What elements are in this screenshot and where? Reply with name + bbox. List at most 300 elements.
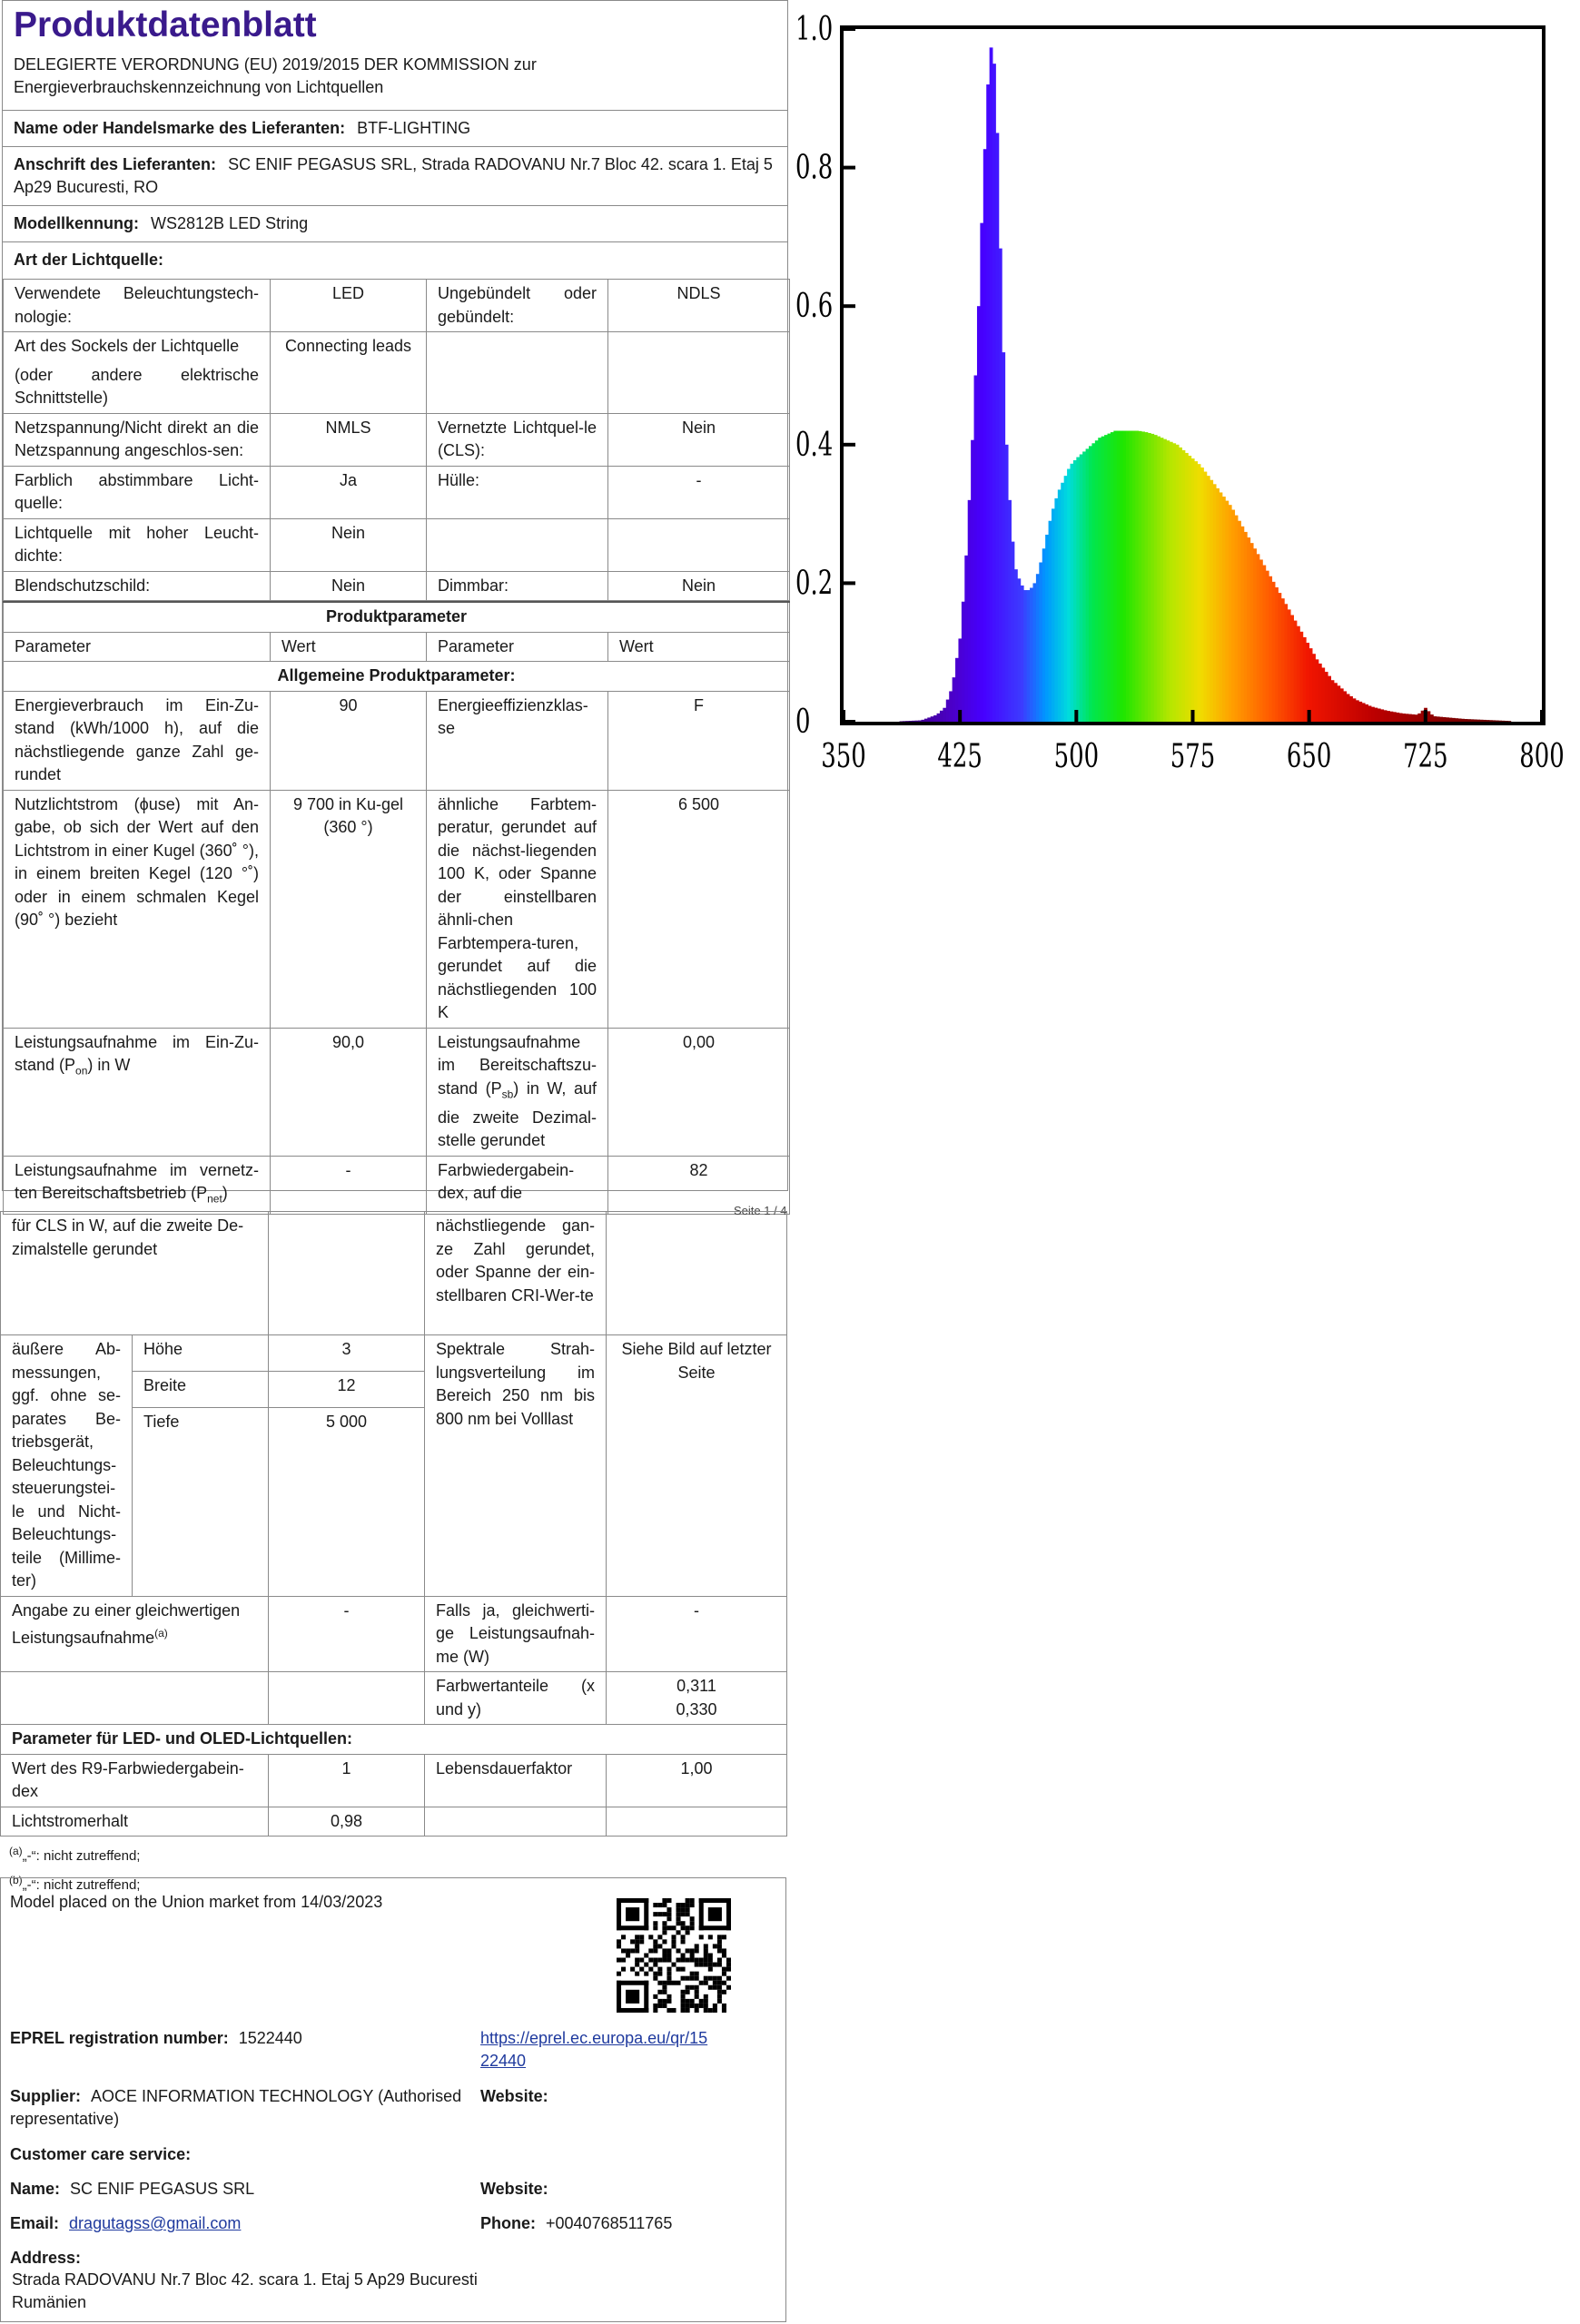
tunable-label: Farblich abstimmbare Licht-quelle: [4, 466, 271, 518]
empty-cell [607, 1807, 787, 1837]
lumen-maintenance-label: Lichtstromerhalt [1, 1807, 269, 1837]
spectrum-bar [1306, 643, 1309, 722]
spectrum-bar [1406, 714, 1409, 722]
spectrum-bar [995, 133, 999, 722]
standby-power-label: Leistungsaufnahme im Bereitschaftszu-stand $(P_{sb})$ in W, auf die zweite Dezimal-stelle gerundet [427, 1028, 608, 1156]
spectrum-bar [1465, 719, 1468, 722]
column-header-parameter: Parameter [4, 632, 271, 662]
spectrum-bar [990, 47, 993, 722]
cls-value: Nein [608, 413, 790, 466]
spectrum-bar [1411, 714, 1415, 722]
spd-value: Siehe Bild auf letzter Seite [607, 1335, 787, 1597]
table-row [4, 1028, 790, 1156]
table-row [4, 332, 790, 414]
table-row [4, 602, 790, 632]
spectrum-bar [1253, 548, 1257, 722]
spectrum-bar [1148, 433, 1151, 722]
depth-label: Tiefe [133, 1407, 269, 1596]
spectrum-bar [953, 677, 956, 722]
spectrum-bar [1250, 543, 1254, 722]
energy-consumption-value: 90 [271, 691, 427, 790]
spectrum-bar [909, 721, 913, 722]
spectrum-bar [1129, 431, 1132, 722]
page-number: Seite 1 / 4 [734, 1204, 787, 1217]
spectrum-bar [1080, 454, 1083, 722]
dimensions-label: äußere Ab-messungen, ggf. ohne se-parates Be-triebsgerät, Beleuchtungs-steuerungstei-le und Nicht-Beleuchtungs-teile (Millime-ter) [1, 1335, 133, 1597]
light-source-table [3, 279, 790, 601]
spectrum-bar [1145, 432, 1149, 722]
spectrum-bar [912, 721, 915, 722]
depth-value: 5 000 [269, 1407, 425, 1596]
page-title: Produktdatenblatt [14, 5, 317, 44]
spectrum-bar [1012, 542, 1015, 722]
spectrum-bar [1266, 571, 1269, 722]
spectrum-bar [1262, 566, 1266, 722]
cct-value: 6 500 [608, 790, 790, 1028]
spectrum-bar [1135, 431, 1139, 722]
spectrum-bar [1402, 714, 1406, 722]
spectrum-bar [999, 249, 1002, 722]
spectrum-bar [1210, 480, 1213, 722]
x-tick-label: 725 [1403, 737, 1448, 776]
model-label: Modellkennung: [14, 214, 139, 232]
spectrum-bar [1259, 559, 1263, 722]
spectrum-bar [918, 721, 922, 722]
spectrum-bar [1337, 685, 1340, 722]
spectrum-bar [1340, 688, 1344, 722]
spectrum-bar [1095, 440, 1099, 722]
spectrum-bar [1378, 709, 1381, 722]
x-tick-label: 500 [1053, 737, 1100, 776]
supplier-info: Supplier: AOCE INFORMATION TECHNOLOGY (Authorised representative) [10, 2087, 462, 2128]
envelope-value: - [608, 466, 790, 518]
glare-shield-label: Blendschutzschild: [4, 571, 271, 601]
spectrum-bar [933, 715, 937, 722]
care-phone: Phone: +0040768511765 [480, 2214, 673, 2232]
x-tick-label: 650 [1286, 737, 1332, 776]
care-address-label: Address: [10, 2249, 82, 2267]
spectrum-bar [1045, 535, 1049, 722]
lumen-maintenance-value: 0,98 [269, 1807, 425, 1837]
supplier-row [3, 110, 787, 146]
spectrum-bar [1054, 498, 1058, 722]
spectrum-bar [1430, 714, 1434, 722]
spectrum-bar [1091, 443, 1095, 722]
spectrum-bar [1272, 582, 1276, 722]
spectrum-bar [905, 721, 909, 722]
bundle-value: NDLS [608, 280, 790, 332]
equivalent-power-w-value: - [607, 1596, 787, 1672]
footnote-a: $^{(a)}$„-“: nicht zutreffend; [9, 1845, 141, 1864]
table-row [1, 1807, 787, 1837]
spectrum-bar [1393, 712, 1397, 722]
spectrum-bar [1194, 461, 1198, 722]
spectrum-bar [1312, 654, 1316, 722]
spectrum-bar [946, 700, 950, 722]
care-name: Name: SC ENIF PEGASUS SRL [10, 2180, 255, 2198]
spectrum-bar [1507, 721, 1511, 722]
spectrum-bar [1021, 586, 1024, 722]
spectrum-bar [1331, 680, 1335, 722]
spectrum-bar [1216, 488, 1220, 722]
standby-power-value: 0,00 [608, 1028, 790, 1156]
spectrum-bar [1334, 683, 1338, 722]
spectrum-bar [931, 716, 934, 722]
spectrum-bar [1461, 719, 1465, 722]
networked-standby-label: Leistungsaufnahme im vernetz-ten Bereitschaftsbetrieb $(P_{net})$ [4, 1156, 271, 1215]
spectrum-bar [915, 721, 919, 722]
spectrum-bar [900, 721, 904, 722]
spectrum-bar [1294, 621, 1298, 722]
spectrum-bar [1448, 718, 1452, 722]
empty-cell [425, 1807, 607, 1837]
model-row [3, 205, 787, 241]
spectrum-bar [1489, 720, 1493, 722]
spectrum-bar [1073, 460, 1077, 722]
spectrum-bar [986, 84, 990, 722]
datasheet-page-1 [2, 0, 788, 1206]
x-tick-label: 350 [821, 737, 866, 776]
spectrum-bar [1058, 489, 1062, 722]
spectrum-bar [1446, 717, 1449, 722]
survival-factor-label: Lebensdauerfaktor [425, 1754, 607, 1807]
spectrum-bar [1089, 446, 1092, 722]
spectrum-bar [1132, 431, 1136, 722]
column-header-parameter: Parameter [427, 632, 608, 662]
column-header-value: Wert [271, 632, 427, 662]
y-tick-label: 1.0 [795, 10, 834, 49]
y-tick-label: 0.2 [795, 565, 834, 603]
spectrum-bar [1347, 694, 1350, 722]
table-row [4, 662, 790, 692]
table-row [4, 1156, 790, 1215]
spectrum-bar [1458, 718, 1462, 722]
empty-cell [1, 1672, 269, 1725]
spectrum-bar [1284, 604, 1288, 722]
height-value: 3 [269, 1335, 425, 1372]
spectrum-bar [1098, 438, 1101, 722]
spectrum-bar [1185, 453, 1189, 722]
r9-value: 1 [269, 1754, 425, 1807]
spectrum-bar [1502, 721, 1506, 722]
empty-cell [269, 1672, 425, 1725]
spectrum-bar [1157, 437, 1160, 722]
spectrum-bar [1492, 720, 1496, 722]
spectrum-bar [1480, 720, 1484, 722]
height-label: Höhe [133, 1335, 269, 1372]
spectrum-bar [1496, 721, 1499, 722]
spectrum-bar [1505, 721, 1508, 722]
spectrum-bar [983, 149, 987, 722]
spectrum-bar [1229, 505, 1232, 722]
table-row [4, 571, 790, 601]
spectrum-bar [1027, 590, 1031, 722]
spectrum-bar [1365, 704, 1368, 722]
regulation-intro: DELEGIERTE VERORDNUNG (EU) 2019/2015 DER KOMMISSION zur Energieverbrauchskennzeichnung von Lichtquellen [14, 55, 537, 96]
section-title-product-parameters: Produktparameter [4, 602, 790, 632]
spectrum-bar [1170, 442, 1173, 722]
spectrum-bar [1064, 476, 1068, 722]
spd-label: Spektrale Strah-lungsverteilung im Bereich 250 nm bis 800 nm bei Volllast [425, 1335, 607, 1597]
address-label: Anschrift des Lieferanten: [14, 155, 217, 173]
socket-value: Connecting leads [271, 332, 427, 414]
spectrum-bar [1160, 438, 1164, 722]
table-row [1, 1754, 787, 1807]
spectrum-bar [974, 376, 978, 723]
table-row [4, 466, 790, 518]
cct-label: ähnliche Farbtem-peratur, gerundet auf die nächst-liegenden 100 K, oder Spanne der einstellbaren ähnli-chen Farbtempera-turen, gerundet auf die nächstliegenden 100 K [427, 790, 608, 1028]
spectral-distribution-chart [790, 0, 1580, 790]
spectrum-bar [1439, 717, 1443, 722]
spectrum-bar [1235, 516, 1239, 722]
spectrum-bar [1467, 719, 1471, 722]
spectrum-bar [1247, 537, 1250, 722]
spectrum-bar [1349, 696, 1353, 722]
spectrum-bar [1476, 720, 1480, 722]
continued-parameters-table [0, 1211, 787, 1837]
spectrum-bar [1154, 435, 1158, 722]
r9-label: Wert des R9-Farbwiedergabein-dex [1, 1754, 269, 1807]
spectrum-bar [1070, 464, 1073, 722]
luminous-flux-label: Nutzlichtstrom (ϕuse) mit An-gabe, ob sich der Wert auf den Lichtstrom in einer Kugel (360˚ °), in einem breiten Kegel (120 °˚) oder in einem schmalen Kegel (90˚ °) bezieht [4, 790, 271, 1028]
spectrum-bar [962, 602, 965, 722]
eprel-info-box [0, 1877, 786, 2322]
eprel-link[interactable]: https://eprel.ec.europa.eu/qr/15 22440 [480, 2029, 708, 2070]
spectrum-bar [1203, 472, 1207, 722]
energy-class-value: F [608, 691, 790, 790]
table-row [4, 632, 790, 662]
spectrum-bar [1220, 492, 1223, 722]
care-address-line1: Strada RADOVANU Nr.7 Bloc 42. scara 1. Etaj 5 Ap29 Bucuresti [12, 2270, 478, 2289]
spectrum-bar [1318, 664, 1322, 722]
width-label: Breite [133, 1371, 269, 1407]
y-tick-label: 0.6 [795, 288, 834, 326]
spectrum-bar [1316, 659, 1319, 722]
table-row [1, 1596, 787, 1672]
spectrum-bar [1368, 705, 1372, 722]
spectrum-bar [1042, 548, 1046, 722]
spectrum-bar [1371, 707, 1375, 722]
spectrum-bar [1141, 431, 1145, 722]
spectrum-bar [958, 638, 962, 722]
chromaticity-y: 0,330 [676, 1699, 717, 1718]
on-mode-power-value: 90,0 [271, 1028, 427, 1156]
y-tick-label: 0.8 [795, 149, 834, 187]
spectrum-bar [1408, 714, 1412, 722]
spectrum-bar [977, 306, 981, 722]
spectrum-bar [992, 64, 996, 722]
cri-label: Farbwiedergabein-dex, auf die [427, 1156, 608, 1215]
socket-label-line1: Art des Sockels der Lichtquelle [15, 337, 240, 355]
spectrum-bar [1483, 720, 1486, 722]
spectrum-bar [1166, 440, 1170, 722]
spectrum-bar [1275, 587, 1279, 722]
datasheet-page-2 [0, 1211, 786, 1895]
x-tick-label: 425 [937, 737, 983, 776]
spectrum-bar [1200, 468, 1204, 722]
footnote-b: $^{(b)}$„-“: nicht zutreffend; [9, 1874, 141, 1893]
spectrum-bar [1288, 609, 1291, 722]
socket-label [4, 332, 271, 414]
cri-label-cont: nächstliegende gan-ze Zahl gerundet, oder Spanne der ein-stellbaren CRI-Wer-te [425, 1212, 607, 1335]
energy-class-label: Energieeffizienzklas-se [427, 691, 608, 790]
chromaticity-x: 0,311 [676, 1677, 716, 1695]
spectrum-bar [943, 708, 946, 722]
spectrum-bar [1108, 434, 1111, 722]
table-row [4, 518, 790, 571]
networked-standby-label-cont: für CLS in W, auf die zweite De-zimalstelle gerundet [1, 1212, 269, 1335]
table-row [1, 1725, 787, 1755]
empty-cell [607, 1212, 787, 1335]
spectrum-bar [1222, 497, 1226, 722]
table-row [1, 1212, 787, 1335]
spectrum-bar [924, 719, 928, 722]
spectrum-bar [1399, 714, 1403, 722]
chromaticity-label: Farbwertanteile (x und y) [425, 1672, 607, 1725]
spectrum-bar [1036, 574, 1040, 722]
empty-cell [608, 518, 790, 571]
spectrum-bar [1415, 714, 1418, 722]
spectrum-bar [1325, 672, 1328, 722]
glare-shield-value: Nein [271, 571, 427, 601]
spectrum-bar [980, 223, 983, 722]
spectrum-bar [964, 556, 968, 722]
spectrum-bar [1387, 711, 1390, 722]
spectrum-bar [1002, 352, 1005, 722]
supplier-label: Name oder Handelsmarke des Lieferanten: [14, 119, 346, 137]
networked-standby-value: - [271, 1156, 427, 1215]
light-source-row [3, 241, 787, 279]
empty-cell [269, 1212, 425, 1335]
spectrum-bar [1123, 431, 1127, 722]
spectrum-bar [1082, 451, 1086, 722]
spectrum-bar [1343, 691, 1347, 722]
spectrum-bar [1358, 702, 1362, 722]
spectrum-bar [1321, 667, 1325, 722]
chromaticity-value [607, 1672, 787, 1725]
spectrum-bar [1356, 700, 1359, 722]
spectrum-bar [1101, 437, 1105, 722]
model-value: WS2812B LED String [151, 214, 309, 232]
spectrum-bar [1297, 626, 1300, 722]
table-row [4, 280, 790, 332]
spectrum-bar [971, 440, 974, 722]
spectrum-bars [900, 47, 1512, 722]
spectrum-bar [903, 721, 906, 722]
spectrum-bar [1427, 711, 1431, 722]
placed-on-market: Model placed on the Union market from 14/03/2023 [10, 1893, 383, 1911]
address-value: SC ENIF PEGASUS SRL, Strada RADOVANU Nr.7 Bloc 42. scara 1. Etaj 5 Ap29 Bucuresti, RO [14, 155, 773, 196]
care-email: Email: dragutagss@gmail.com [10, 2214, 242, 2232]
spectrum-bar [1163, 439, 1167, 722]
light-source-label: Art der Lichtquelle: [14, 251, 164, 269]
supplier-value: BTF-LIGHTING [357, 119, 471, 137]
spectrum-bar [1290, 615, 1294, 722]
led-parameters-title: Parameter für LED- und OLED-Lichtquellen: [1, 1725, 787, 1755]
spectrum-bar [1030, 587, 1033, 722]
spectrum-bar [1049, 521, 1052, 722]
spectrum-bar [1384, 710, 1387, 722]
y-tick-label: 0.4 [795, 426, 834, 464]
equivalent-power-label: Angabe zu einer gleichwertigen Leistungsaufnahme$^{(a)}$ [1, 1596, 269, 1672]
spectrum-bar [1225, 501, 1229, 722]
spectrum-bar [1113, 431, 1117, 722]
table-row [1, 1672, 787, 1725]
spectrum-bar [1474, 719, 1477, 722]
spectrum-bar [1182, 450, 1186, 722]
luminous-flux-value: 9 700 in Ku-gel (360 °) [271, 790, 427, 1028]
spectrum-bar [1238, 521, 1241, 722]
spectrum-bar [1380, 709, 1384, 722]
spectrum-bar [937, 714, 941, 722]
empty-cell [427, 518, 608, 571]
table-row [4, 691, 790, 790]
spectrum-bar [1179, 448, 1182, 722]
envelope-label: Hülle: [427, 466, 608, 518]
socket-label-line2: (oder andere elektrische Schnittstelle) [15, 365, 259, 407]
high-luminance-label: Lichtquelle mit hoher Leucht-dichte: [4, 518, 271, 571]
spectrum-bar [1126, 431, 1130, 722]
customer-care-label: Customer care service: [10, 2145, 192, 2163]
care-website-label: Website: [480, 2180, 548, 2198]
email-link[interactable]: dragutagss@gmail.com [69, 2214, 242, 2232]
spectrum-bar [1455, 718, 1458, 722]
spectrum-bar [1014, 569, 1018, 722]
spectrum-bar [1207, 476, 1210, 722]
spectrum-bar [927, 717, 931, 722]
dimmable-value: Nein [608, 571, 790, 601]
spectrum-bar [1390, 712, 1394, 722]
spectrum-bar [1111, 432, 1114, 722]
spectrum-bar [1032, 583, 1036, 722]
high-luminance-value: Nein [271, 518, 427, 571]
spectrum-bar [1188, 456, 1191, 722]
spectrum-bar [1023, 590, 1027, 722]
spectrum-bar [1443, 717, 1447, 722]
spectrum-bar [1353, 698, 1357, 722]
spectrum-bar [1240, 527, 1244, 722]
table-row [1, 1335, 787, 1372]
spectrum-bar [1005, 445, 1009, 722]
care-address-line2: Rumänien [12, 2293, 87, 2311]
spectrum-bar [1067, 469, 1071, 722]
spectrum-bar [1486, 720, 1489, 722]
qr-code-icon [617, 1898, 731, 2013]
spectrum-bar [1117, 431, 1121, 722]
spectrum-bar [1299, 632, 1303, 722]
spectrum-bar [1039, 563, 1042, 722]
spectrum-bar [1281, 598, 1285, 722]
spectrum-bar [1417, 714, 1421, 722]
cls-label: Vernetzte Lichtquel-le (CLS): [427, 413, 608, 466]
spectrum-bar [1191, 458, 1195, 722]
spectrum-bar [1052, 508, 1055, 722]
spectrum-bar [1176, 445, 1180, 722]
empty-cell [608, 332, 790, 414]
spectrum-bar [1433, 716, 1437, 722]
cri-value: 82 [608, 1156, 790, 1215]
width-value: 12 [269, 1371, 425, 1407]
dimmable-label: Dimmbar: [427, 571, 608, 601]
spectrum-bar [1008, 500, 1012, 722]
mains-value: NMLS [271, 413, 427, 466]
spectrum-bar [1172, 443, 1176, 722]
spectrum-bar [1278, 593, 1281, 722]
spectrum-bar [1231, 510, 1235, 722]
on-mode-power-label: Leistungsaufnahme im Ein-Zu-stand $(P_{on})$ in W [4, 1028, 271, 1156]
supplier-website-label: Website: [480, 2087, 548, 2105]
bundle-label: Ungebündelt oder gebündelt: [427, 280, 608, 332]
